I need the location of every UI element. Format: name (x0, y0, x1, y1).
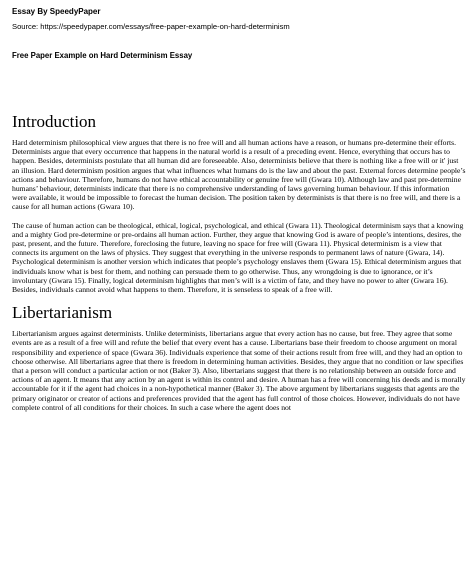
source-line: Source: https://speedypaper.com/essays/free-paper-example-on-hard-determinism (12, 22, 290, 31)
paragraph: Libertarianism argues against determinists. Unlike determinists, libertarians argue that every action has no cause, but free. They agree that some events are as a result of a free will and refute the belief that every event has a cause. Libertarians base their freedom to choose argument on moral responsibility and experience of space (Gwara 36). Individuals experience that some of their actions result from free will, and they had an option to choose otherwise. All libertarians agree that there is freedom in determining human activities. Besides, they argue that no condition or law specifies that a person will conduct a particular action or not (Baker 3). Also, libertarians suggest that there is no relationship between an outside force and actions of an agent. It means that any action by an agent is within its control and desire. A human has a free will concerning his deeds and is morally accountable for it if the agent had choices in a non-hypothetical manner (Baker 3). The above argument by libertarians suggests that agents are the primary originator or creator of actions and preferences provided that the agent has full control of those choices. However, individuals do not have complete control of all conditions for their choices. In such a case where the agent does not (12, 329, 466, 412)
section-heading-libertarianism: Libertarianism (12, 303, 113, 323)
paragraph: The cause of human action can be theological, ethical, logical, psychological, and ethical (Gwara 11). Theological determinism says that a knowing and a mighty God pre-determine or pre-ordains all human action. Further, they argue that knowing God is aware of people’s intentions, desires, the past, present, and the future. Therefore, foreclosing the future, leaving no space for free will (Gwara 11). Physical determinism is a view that connects its argument on the laws of physics. They suggest that everything in the universe responds to permanent laws of nature (Gwara, 14). Psychological determinism is another version which indicates that people’s psychology enslaves them (Gwara 15). Ethical determinism argues that individuals know what is best for them, and nothing can persuade them to go otherwise. Thus, any wrongdoing is due to ignorance, or it’s involuntary (Gwara 15). Finally, logical determinism highlights that men’s will is a victim of fate, and they have no power to alter (Gwara 16). Besides, individuals cannot avoid what happens to them. Therefore, it is senseless to speak of a free will. (12, 220, 464, 295)
paragraph: Hard determinism philosophical view argues that there is no free will and all human actions have a reason, or humans pre-determine their efforts. Determinists argue that every occurrence that happens in the natural world is a result of a preceding event. Hence, everything that occurs has to happen. Besides, determinists postulate that all human did are foreseeable. Also, determinists believe that there is nothing like a free will or it' just an illusion. Hard determinism position argues that what influences what humans do is the law and about the past. External forces determine people’s actions and behaviour. Therefore, humans do not have ethical accountability or genuine free will (Gwara 10). Although law and past pre-determine humans’ behaviour, determinists indicate that there is no comprehensive understanding of laws governing human behaviour. If this information were available, it would be impossible to forecast the human decision. The position taken by determinists is that there is no free will, and there is a cause for all human actions (Gwara 10). (12, 138, 466, 212)
section-heading-introduction: Introduction (12, 112, 97, 131)
document-title: Free Paper Example on Hard Determinism Essay (12, 51, 193, 60)
document-header (12, 7, 464, 61)
brand-title: Essay By SpeedyPaper (12, 7, 101, 16)
document-body (12, 112, 466, 421)
